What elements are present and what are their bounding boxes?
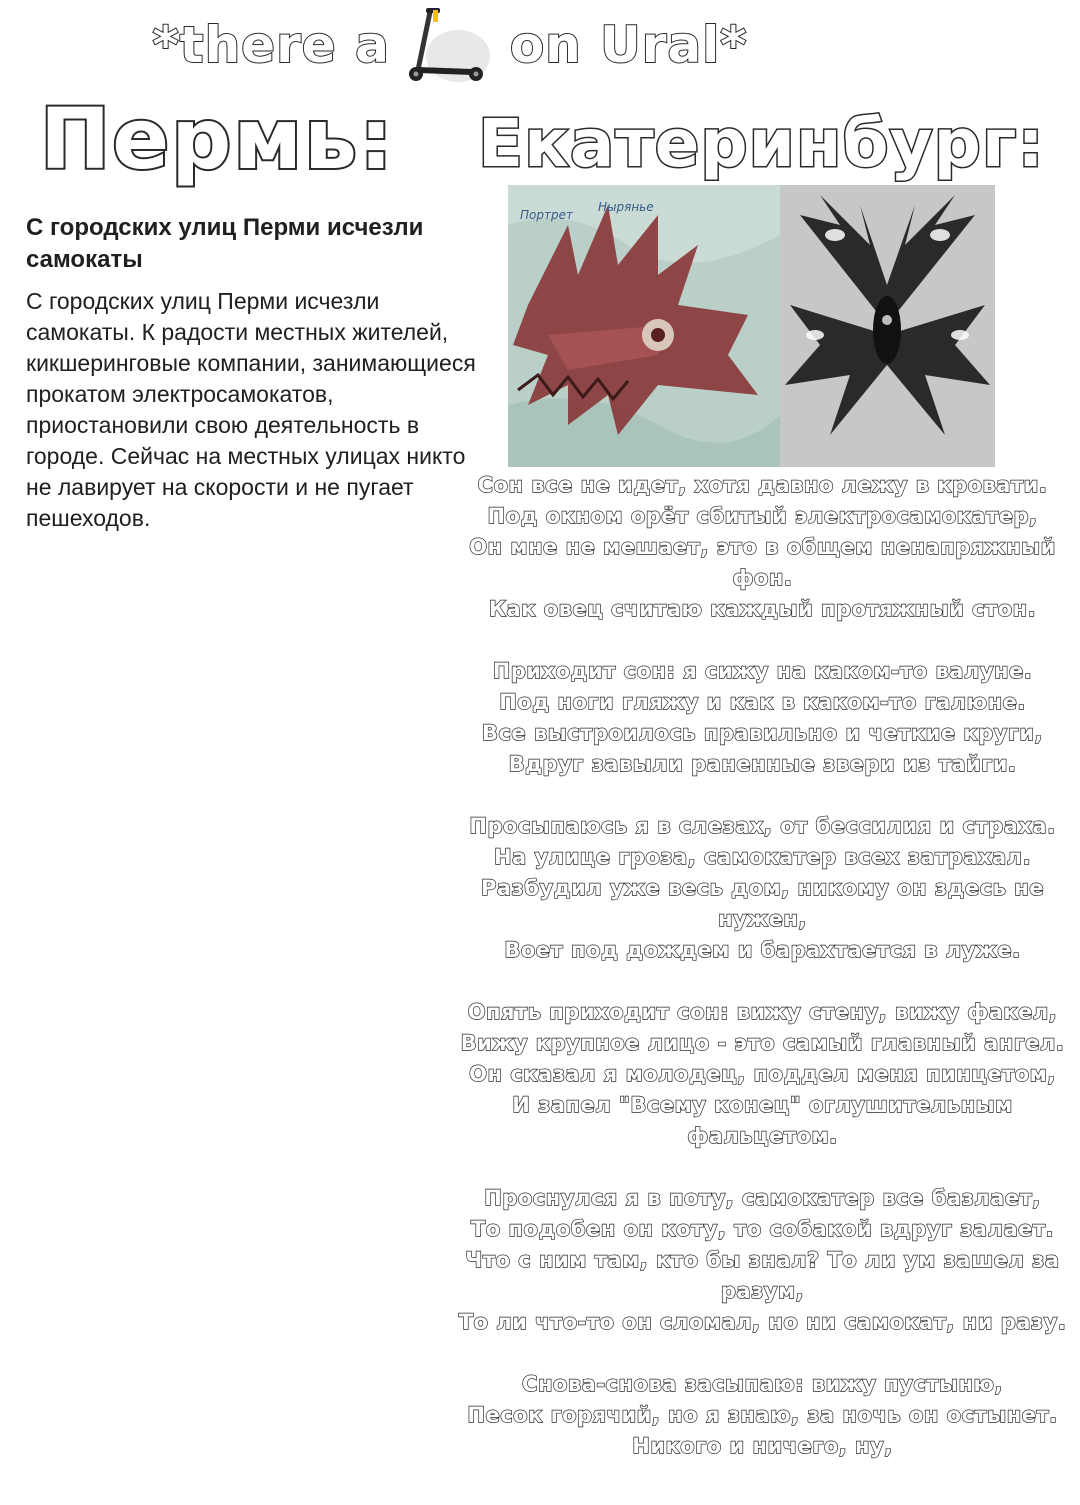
winged-creature-painting <box>780 185 995 467</box>
title-ekaterinburg: Екатеринбург: <box>478 105 1045 182</box>
electric-scooter-image <box>400 4 500 86</box>
header-caption <box>0 0 900 90</box>
dragon-caption-1: Портрет <box>520 208 573 222</box>
dragon-painting <box>508 185 780 467</box>
poem-line: На улице гроза, самокатер всех затрахал. <box>493 845 1032 869</box>
caption-end: on Ural* <box>509 16 748 74</box>
poem-line: Под окном орёт сбитый электросамокатер, <box>487 504 1038 528</box>
poem-line: Как овец считаю каждый протяжный стон. <box>488 597 1037 621</box>
poem-line: Под ноги гляжу и как в каком-то галюне. <box>499 690 1026 714</box>
poem-line: разум, <box>720 1279 805 1303</box>
news-headline: С городских улиц Перми исчезли самокаты <box>26 214 424 273</box>
poem-line: Приходит сон: я сижу на каком-то валуне. <box>492 659 1033 683</box>
poem-stanza <box>450 470 1075 625</box>
poem-line: Сон все не идет, хотя давно лежу в кровати. <box>477 473 1048 497</box>
poem-line: Он мне не мешает, это в общем ненапряжный <box>469 535 1056 559</box>
poem-line: Разбудил уже весь дом, никому он здесь не <box>480 876 1045 900</box>
poem-line: Вдруг завыли раненные звери из тайги. <box>508 752 1017 776</box>
poem-line: Он сказал я молодец, поддел меня пинцетом, <box>469 1062 1056 1086</box>
poem-line: Снова-снова засыпаю: вижу пустыню, <box>522 1372 1003 1396</box>
poem-line: То подобен он коту, то собакой вдруг залает. <box>470 1217 1055 1241</box>
poem-line: Никого и ничего, ну, <box>632 1434 893 1458</box>
title-perm: Пермь: <box>40 90 395 188</box>
poem-line: Вижу крупное лицо - это самый главный ангел. <box>460 1031 1065 1055</box>
dragon-caption-2: Нырянье <box>598 200 654 214</box>
caption-start: *there a <box>152 16 390 74</box>
poem-line: Что с ним там, кто бы знал? То ли ум зашел за <box>465 1248 1060 1272</box>
poem-line: Воет под дождем и барахтается в луже. <box>504 938 1021 962</box>
poem-line: Просыпаюсь я в слезах, от бессилия и страха. <box>469 814 1056 838</box>
poem-stanza <box>450 1369 1075 1462</box>
poem <box>450 470 1075 1493</box>
poem-stanza <box>450 656 1075 780</box>
poem-line: И запел "Всему конец" оглушительным <box>512 1093 1013 1117</box>
poem-line: Проснулся я в поту, самокатер все базлает, <box>484 1186 1041 1210</box>
poem-stanza <box>450 811 1075 966</box>
news-body: С городских улиц Перми исчезли самокаты. К радости местных жителей, кикшеринговые компании, занимающиеся прокатом электросамокатов, приостановили свою деятельность в городе. Сейчас на местных улицах никто не лавирует на скорости и не пугает пешеходов. <box>26 288 476 531</box>
poem-stanza <box>450 1183 1075 1338</box>
poem-line: То ли что-то он сломал, но ни самокат, ни разу. <box>458 1310 1067 1334</box>
news-article <box>26 212 476 534</box>
poem-line: Все выстроилось правильно и четкие круги, <box>481 721 1044 745</box>
poem-stanza <box>450 997 1075 1152</box>
poem-line: фон. <box>732 566 793 590</box>
poem-line: нужен, <box>718 907 807 931</box>
poem-line: Опять приходит сон: вижу стену, вижу факел, <box>467 1000 1058 1024</box>
poem-line: фальцетом. <box>687 1124 838 1148</box>
poem-line: Песок горячий, но я знаю, за ночь он остынет. <box>467 1403 1058 1427</box>
